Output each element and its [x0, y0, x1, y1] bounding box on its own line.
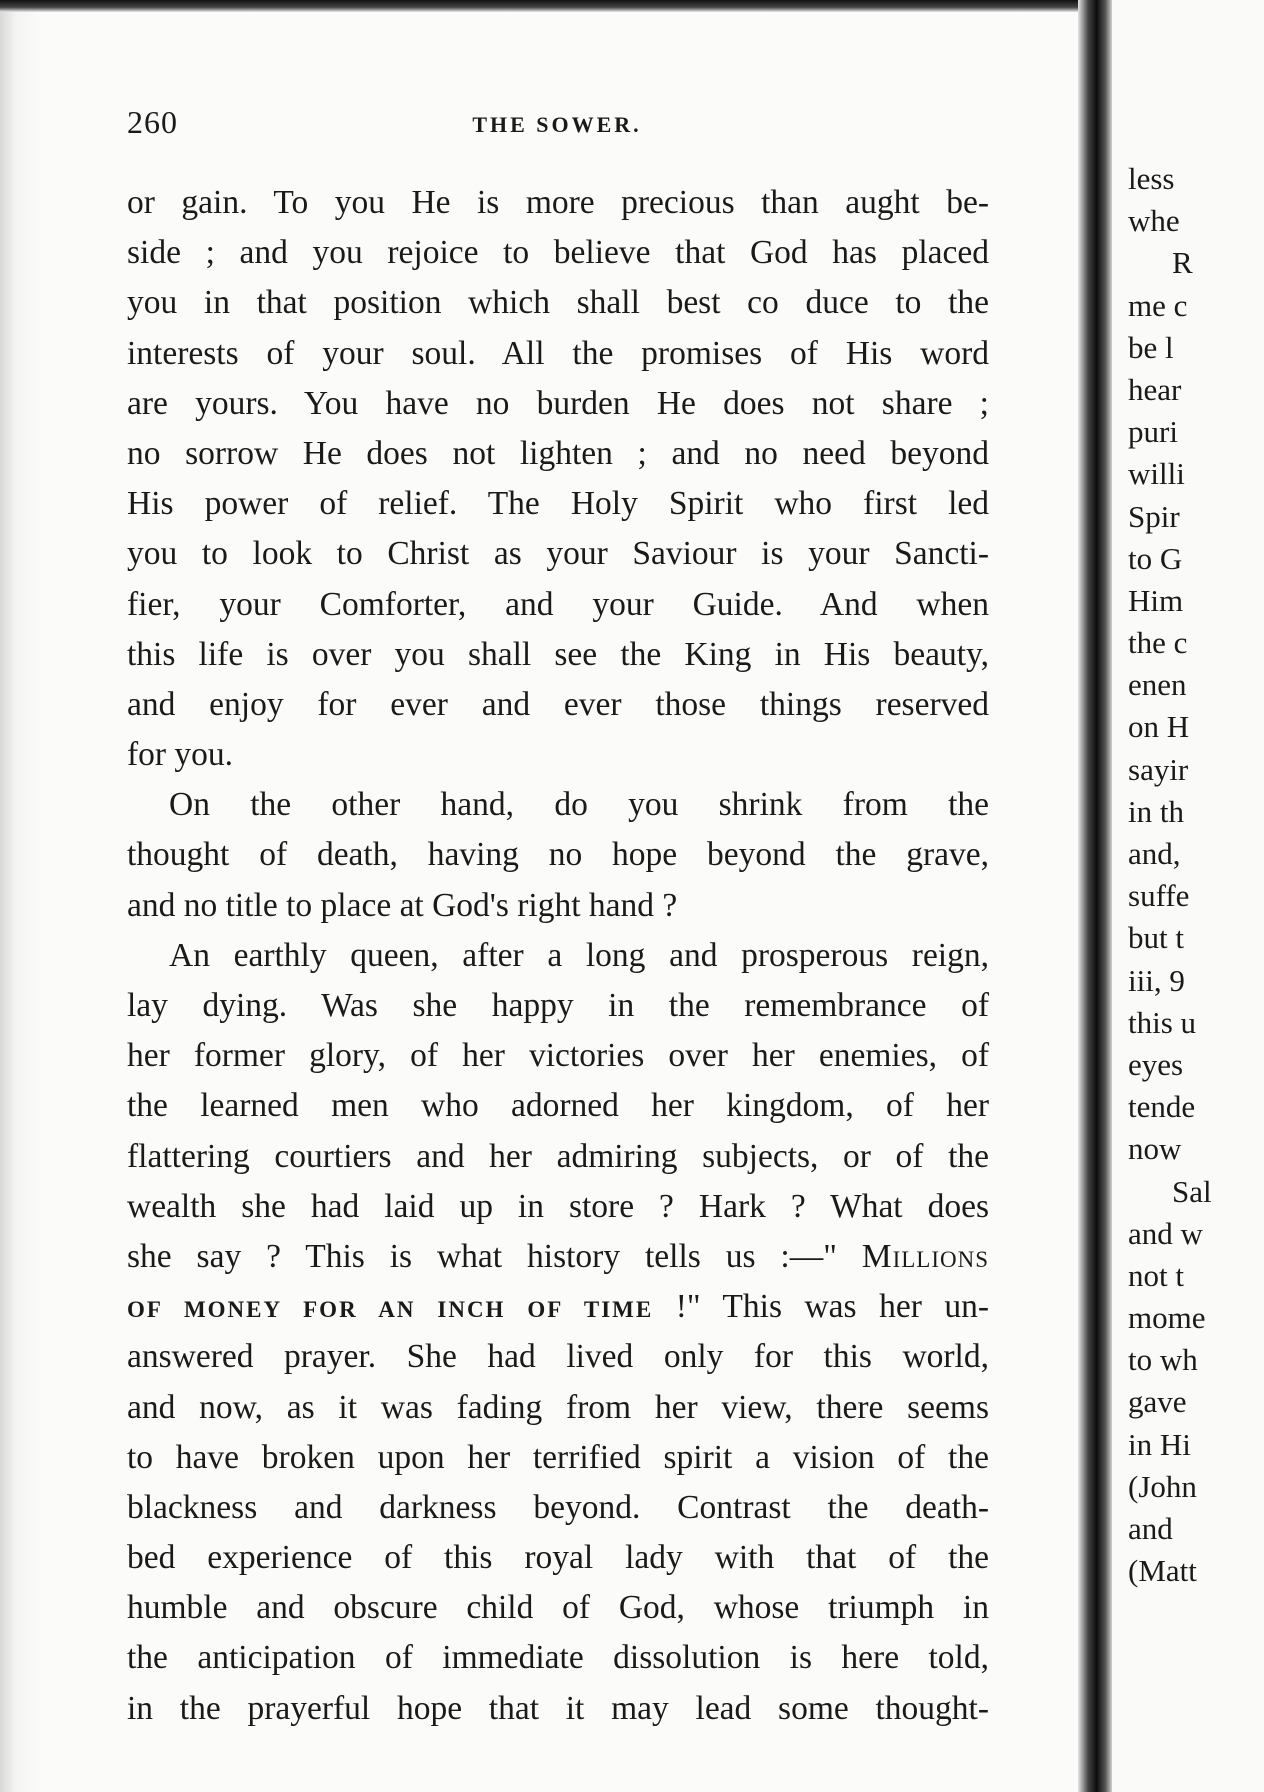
text-line: enen — [1128, 667, 1187, 703]
text-line: or gain. To you He is more precious than aught be- — [127, 184, 989, 221]
text-line: and w — [1128, 1215, 1203, 1251]
text-line: this u — [1128, 1004, 1197, 1040]
text-line: (John — [1128, 1468, 1197, 1504]
text-line: the learned men who adorned her kingdom, of her — [127, 1087, 989, 1125]
text-line: lay dying. Was she happy in the remembrance of — [127, 987, 989, 1024]
text-fragment: she say ? This is what history tells us :—" — [127, 1237, 862, 1275]
text-line: humble and obscure child of God, whose triumph in — [127, 1589, 989, 1627]
text-line: no sorrow He does not lighten ; and no need beyond — [127, 434, 989, 472]
text-line: interests of your soul. All the promises of His word — [127, 334, 989, 372]
text-line: fier, your Comforter, and your Guide. And when — [127, 585, 989, 623]
text-line: answered prayer. She had lived only for this world, — [127, 1338, 989, 1376]
text-line: on H — [1128, 709, 1190, 745]
text-line: and no title to place at God's right hand ? — [127, 886, 678, 924]
text-line: but t — [1128, 920, 1184, 956]
text-line: the c — [1128, 625, 1188, 661]
text-line-with-smallcaps — [127, 1232, 989, 1282]
text-line: this life is over you shall see the King in His beauty, — [127, 635, 989, 673]
text-line: be l — [1128, 329, 1174, 365]
text-line: puri — [1128, 414, 1178, 450]
text-line: sayir — [1128, 751, 1189, 787]
text-line: in Hi — [1128, 1426, 1191, 1462]
text-line: now — [1128, 1131, 1182, 1167]
text-line: and — [1128, 1511, 1173, 1546]
text-line: His power of relief. The Holy Spirit who first led — [127, 485, 989, 523]
text-line: her former glory, of her victories over her enemies, of — [127, 1037, 989, 1075]
text-line: bed experience of this royal lady with that of the — [127, 1539, 989, 1577]
text-line: you to look to Christ as your Saviour is your Sancti- — [127, 535, 989, 573]
text-line: iii, 9 — [1128, 962, 1185, 998]
text-line: in th — [1128, 793, 1184, 829]
page-number: 260 — [127, 104, 178, 140]
text-line: less — [1128, 161, 1175, 196]
text-line: for you. — [127, 736, 234, 774]
text-line: you in that position which shall best co duce to the — [127, 284, 989, 322]
left-page-edge — [0, 0, 40, 1792]
text-line: me c — [1128, 287, 1188, 323]
text-line: eyes — [1128, 1046, 1184, 1082]
text-line: in the prayerful hope that it may lead some thought- — [127, 1689, 989, 1727]
book-gutter — [1078, 0, 1112, 1792]
text-line: (Matt — [1128, 1553, 1197, 1589]
left-page-body — [127, 178, 989, 1734]
text-line: suffe — [1128, 878, 1190, 914]
text-line: Him — [1128, 582, 1184, 618]
text-line: hear — [1128, 371, 1182, 407]
right-page — [1112, 0, 1264, 1792]
text-line: tende — [1128, 1089, 1196, 1125]
text-line-with-smallcaps — [127, 1282, 989, 1332]
text-line: not t — [1128, 1257, 1184, 1293]
text-line: and, — [1128, 836, 1181, 871]
text-line: thought of death, having no hope beyond the grave, — [127, 836, 989, 874]
text-line: wealth she had laid up in store ? Hark ? What does — [127, 1187, 989, 1225]
text-line: to wh — [1128, 1342, 1198, 1378]
text-line: and enjoy for ever and ever those things reserved — [127, 685, 989, 723]
paragraph-start-line: R — [1172, 245, 1193, 281]
text-line: are yours. You have no burden He does not share ; — [127, 384, 989, 422]
text-line: gave — [1128, 1384, 1187, 1420]
right-page-body — [1128, 158, 1264, 1592]
scan-top-edge — [0, 0, 1264, 12]
smallcaps-quote: OF MONEY FOR AN INCH OF TIME — [127, 1297, 654, 1323]
text-line: to G — [1128, 540, 1183, 576]
text-line: mome — [1128, 1300, 1206, 1336]
text-line: and now, as it was fading from her view, there seems — [127, 1388, 989, 1426]
text-line: flattering courtiers and her admiring subjects, or of the — [127, 1137, 989, 1175]
text-line: to have broken upon her terrified spirit a vision of the — [127, 1438, 989, 1476]
paragraph-start-line: On the other hand, do you shrink from the — [169, 786, 989, 824]
text-line: blackness and darkness beyond. Contrast the death- — [127, 1488, 989, 1526]
text-line: willi — [1128, 456, 1185, 492]
text-line: whe — [1128, 203, 1180, 239]
running-title: THE SOWER. — [472, 112, 642, 137]
page-header — [127, 104, 987, 144]
paragraph-start-line: Sal — [1172, 1173, 1212, 1209]
text-line: Spir — [1128, 498, 1180, 534]
smallcaps-quote: Millions — [861, 1237, 989, 1275]
text-line: the anticipation of immediate dissolution is here told, — [127, 1639, 989, 1677]
text-line: side ; and you rejoice to believe that God has placed — [127, 234, 989, 272]
paragraph-start-line: An earthly queen, after a long and prosperous reign, — [169, 936, 989, 974]
text-fragment: !" This was her un- — [653, 1288, 990, 1326]
